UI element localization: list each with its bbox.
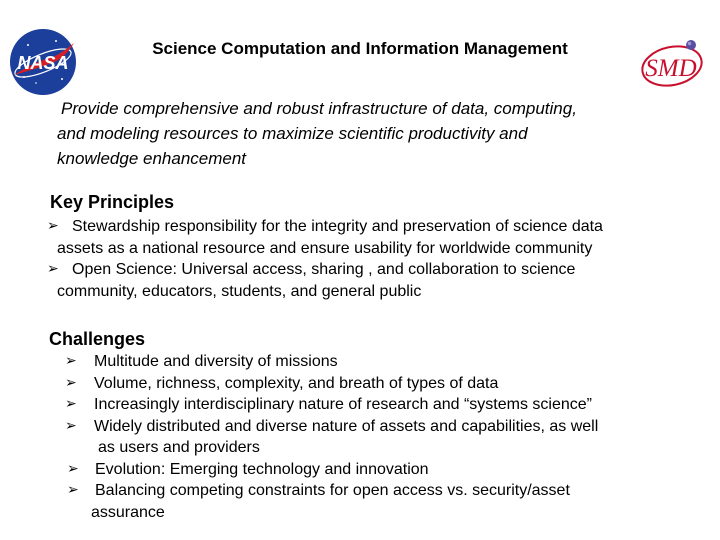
bullet-text: Evolution: Emerging technology and innovation: [95, 460, 429, 478]
bullet-text: Open Science: Universal access, sharing , and collaboration to science: [72, 261, 576, 278]
list-item: [65, 373, 715, 395]
list-item: [65, 351, 715, 373]
arrow-bullet-icon: ➢: [65, 374, 77, 391]
key-principles-heading: Key Principles: [50, 192, 175, 212]
key-principles-list: [47, 216, 707, 302]
mission-line: and modeling resources to maximize scientific productivity and: [57, 124, 528, 143]
bullet-text: Multitude and diversity of missions: [94, 353, 338, 370]
challenges-list: [65, 351, 715, 523]
bullet-text: Increasingly interdisciplinary nature of research and “systems science”: [94, 396, 592, 413]
mission-line: knowledge enhancement: [57, 149, 247, 168]
mission-line: Provide comprehensive and robust infrastructure of data, computing,: [61, 99, 577, 118]
bullet-text-continued: as users and providers: [98, 439, 260, 456]
smd-logo-text: SMD: [645, 55, 697, 82]
arrow-bullet-icon: ➢: [67, 460, 79, 477]
arrow-bullet-icon: ➢: [65, 417, 77, 434]
arrow-bullet-icon: ➢: [65, 353, 77, 369]
bullet-text-continued: community, educators, students, and general public: [57, 282, 422, 300]
list-item: [65, 394, 715, 416]
mission-statement: [57, 96, 697, 171]
list-item: [65, 480, 715, 523]
arrow-bullet-icon: ➢: [65, 396, 77, 412]
nasa-logo: [6, 25, 80, 99]
list-item: [47, 259, 707, 302]
bullet-text: Stewardship responsibility for the integrity and preservation of science data: [72, 218, 603, 235]
bullet-text: Volume, richness, complexity, and breath of types of data: [94, 374, 499, 392]
arrow-bullet-icon: ➢: [47, 261, 59, 277]
arrow-bullet-icon: ➢: [47, 218, 59, 234]
arrow-bullet-icon: ➢: [67, 482, 79, 498]
challenges-heading: Challenges: [49, 329, 146, 349]
bullet-text-continued: assets as a national resource and ensure usability for worldwide community: [57, 239, 593, 257]
bullet-text: Balancing competing constraints for open access vs. security/asset: [95, 482, 570, 499]
list-item: [47, 216, 707, 259]
bullet-text: Widely distributed and diverse nature of assets and capabilities, as well: [94, 417, 599, 435]
list-item: [65, 416, 715, 459]
nasa-logo-text: NASA: [17, 53, 69, 73]
slide-title: Science Computation and Information Management: [152, 39, 568, 58]
list-item: [65, 459, 715, 481]
bullet-text-continued: assurance: [91, 503, 165, 521]
